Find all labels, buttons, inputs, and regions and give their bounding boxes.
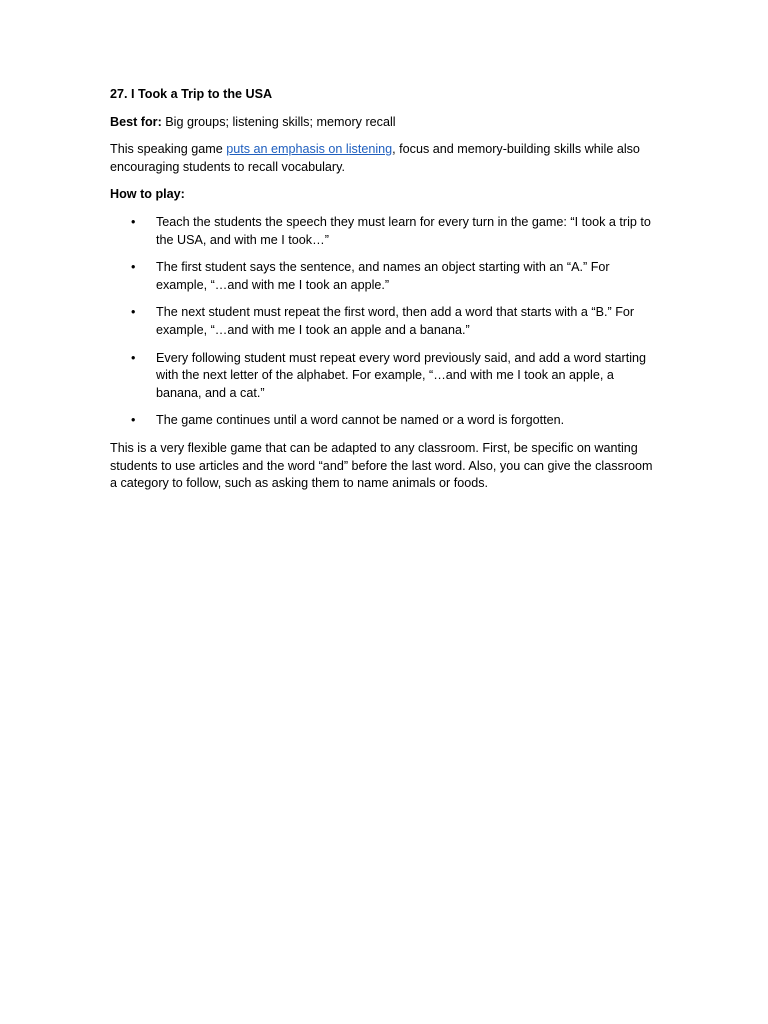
how-to-play-heading: How to play:	[110, 187, 185, 202]
bullet-icon: •	[131, 350, 136, 365]
list-item	[110, 350, 662, 403]
section-title: 27. I Took a Trip to the USA	[110, 87, 273, 101]
best-for-value: Big groups; listening skills; memory recall	[161, 114, 396, 129]
bullet-icon: •	[131, 413, 136, 428]
list-item	[110, 304, 662, 339]
bullet-icon: •	[131, 260, 136, 275]
list-item	[110, 412, 662, 430]
closing-paragraph: This is a very flexible game that can be adapted to any classroom. First, be specific on wanting students to use articles and the word “and” before the last word. Also, you can give the classroom a category to follow, such as asking them to name animals or foods.	[110, 440, 653, 491]
intro-text-start: This speaking game	[110, 142, 227, 157]
list-item	[110, 214, 662, 249]
intro-paragraph	[110, 141, 662, 176]
list-item	[110, 259, 662, 294]
step-text: The game continues until a word cannot be named or a word is forgotten.	[156, 413, 565, 428]
step-text: The first student says the sentence, and names an object starting with an “A.” For example, “…and with me I took an apple.”	[156, 260, 610, 292]
document-page	[110, 86, 662, 503]
emphasis-on-listening-link[interactable]: puts an emphasis on listening	[226, 142, 393, 157]
step-text: The next student must repeat the first word, then add a word that starts with a “B.” For example, “…and with me I took an apple and a banana.”	[156, 305, 635, 337]
bullet-icon: •	[131, 305, 136, 320]
bullet-icon: •	[131, 214, 136, 229]
steps-list	[110, 214, 662, 430]
step-text: Teach the students the speech they must learn for every turn in the game: “I took a trip to the USA, and with me I took…”	[156, 214, 651, 247]
best-for-line	[110, 114, 662, 132]
best-for-label: Best for:	[110, 114, 162, 129]
step-text: Every following student must repeat every word previously said, and add a word starting with the next letter of the alphabet. For example, “…and with me I took an apple, a banana, and a cat.”	[156, 350, 647, 400]
intro-text-end: , focus and memory-building skills while also encouraging students to recall vocabulary.	[110, 142, 640, 174]
